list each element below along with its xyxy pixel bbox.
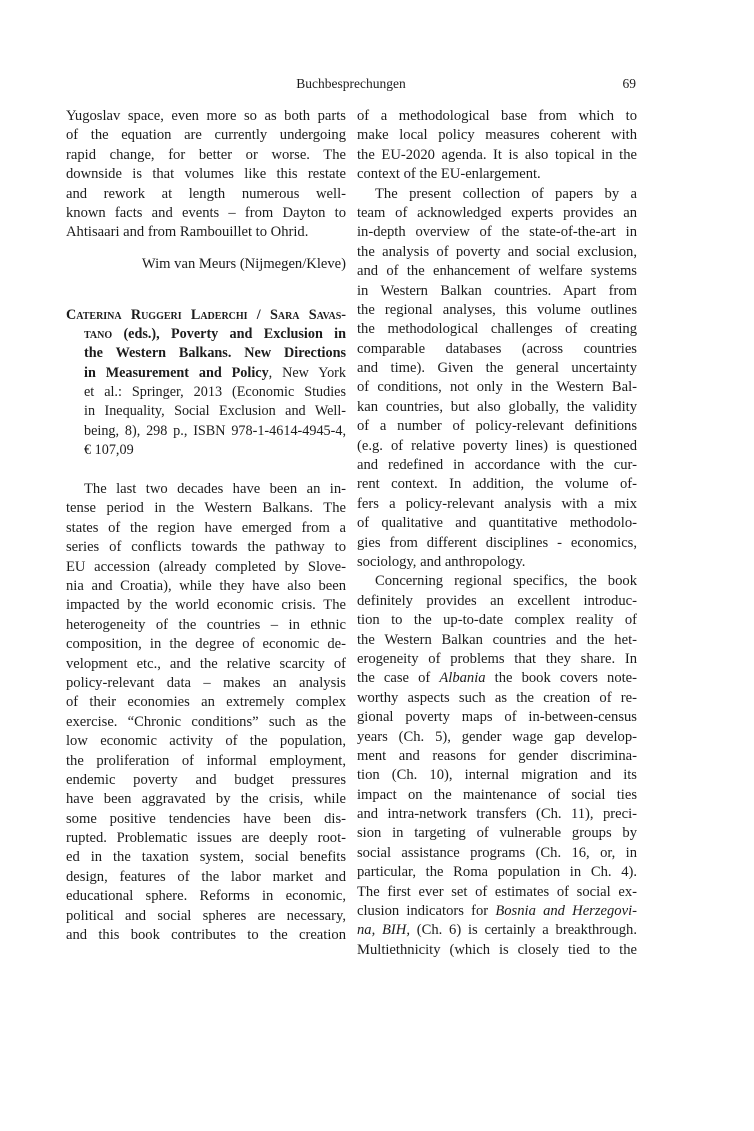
text-line: endemic poverty and budget pressures xyxy=(66,771,346,788)
text-line: rent context. In addition, the volume of- xyxy=(357,476,637,493)
text-line: of the equation are currently undergoing xyxy=(66,127,346,144)
price: € 107,09 xyxy=(84,442,134,459)
text-line: ed in the taxation system, social benefits xyxy=(66,849,346,866)
bibliographic-entry: Caterina Ruggeri Laderchi / Sara Savas- tano (eds.), Poverty and Exclusion in the Western Balkans. New Directions in Measurement and Policy, New York et al.: Springer, 2013 (Economic Studies in Inequality, Social Exclusion and Well- being, 8), 298 p., ISBN 978-1-4614-4945-4, € 107,09 xyxy=(66,306,346,461)
text-line: design, features of the labor market and xyxy=(66,868,346,885)
text-line: the methodological challenges of creating xyxy=(357,321,637,338)
editor-first-name: Caterina xyxy=(66,306,122,323)
review-paragraph xyxy=(66,480,346,945)
text-line: have been aggravated by the crisis, while xyxy=(66,791,346,808)
editor-surname: Ruggeri Laderchi xyxy=(130,306,248,323)
text-line: in Western Balkan countries. Apart from xyxy=(357,282,637,299)
country-name: Bosnia and Herzegovi- xyxy=(495,903,637,920)
text-line: political and social spheres are necessary, xyxy=(66,907,346,924)
text-line: heterogeneity of the countries – in ethnic xyxy=(66,616,346,633)
text-line: clusion indicators for Bosnia and Herzegovi- xyxy=(357,903,637,920)
text-line: velopment etc., and the relative scarcity of xyxy=(66,655,346,672)
text-line: Multiethnicity (which is closely tied to the xyxy=(357,941,637,958)
text-line: and redefined in accordance with the cur- xyxy=(357,457,637,474)
running-head xyxy=(66,76,636,96)
text-line: Yugoslav space, even more so as both parts xyxy=(66,108,346,124)
text-line: composition, in the degree of economic de- xyxy=(66,636,346,653)
publication-details: et al.: Springer, 2013 (Economic Studies xyxy=(84,384,346,401)
text-line: rapid change, for better or worse. The xyxy=(66,146,346,163)
text-line: nia and Croatia), while they have also been xyxy=(66,577,346,594)
page-number: 69 xyxy=(622,76,636,91)
text-line: and of the enhancement of welfare systems xyxy=(357,263,637,280)
text-line: and intra-network transfers (Ch. 11), preci- xyxy=(357,806,637,823)
text-line: tion to the up-to-date complex reality of xyxy=(357,612,637,629)
text-line: educational sphere. Reforms in economic, xyxy=(66,888,346,905)
text-line: (e.g. of relative poverty lines) is questioned xyxy=(357,437,637,454)
review-paragraph xyxy=(357,107,637,185)
publication-details: in Inequality, Social Exclusion and Well- xyxy=(84,403,346,420)
text-line: particular, the Roma population in Ch. 4). xyxy=(357,864,637,881)
editor-first-name: Sara xyxy=(269,306,300,323)
text-line: the analysis of poverty and social exclusion, xyxy=(357,243,637,260)
text-line: known facts and events – from Dayton to xyxy=(66,204,346,221)
left-column xyxy=(66,107,346,945)
text-line: some positive tendencies have been dis- xyxy=(66,810,346,827)
text-line: worthy aspects such as the creation of re- xyxy=(357,689,637,706)
text-line: of their economies an extremely complex xyxy=(66,694,346,711)
review-paragraph xyxy=(357,572,637,960)
publisher: , New York xyxy=(268,364,346,381)
editor-surname: Savas- xyxy=(308,306,346,323)
text-line: definitely provides an excellent introduc- xyxy=(357,592,637,609)
text-line: the regional analyses, this volume outlines xyxy=(357,301,637,318)
previous-review-ending xyxy=(66,107,346,243)
text-line: in-depth overview of the state-of-the-art in xyxy=(357,224,637,241)
text-line: kan countries, but also globally, the validity xyxy=(357,398,637,415)
text-line: policy-relevant data – makes an analysis xyxy=(66,674,346,691)
text-line: the EU-2020 agenda. It is also topical in the xyxy=(357,146,637,163)
text-line: and this book contributes to the creation xyxy=(66,927,346,944)
right-column xyxy=(357,107,637,960)
text-line: EU accession (already completed by Slove- xyxy=(66,558,346,575)
text-line: team of acknowledged experts provides an xyxy=(357,204,637,221)
text-line: and rework at length numerous well- xyxy=(66,185,346,202)
text-line: The first ever set of estimates of social ex- xyxy=(357,883,637,900)
review-paragraph xyxy=(357,185,637,573)
text-line: context of the EU-enlargement. xyxy=(357,166,541,183)
text-line: of conditions, not only in the Western Bal- xyxy=(357,379,637,396)
text-line: comparable databases (across countries xyxy=(357,340,637,357)
text-line: impact on the maintenance of social ties xyxy=(357,786,637,803)
text-line: the Western Balkan countries and the het- xyxy=(357,631,637,648)
reviewer-signature: Wim van Meurs (Nijmegen/Kleve) xyxy=(141,255,346,272)
country-name: na, BIH, xyxy=(357,922,410,939)
text-line: impacted by the world economic crisis. The xyxy=(66,597,346,614)
text-line: of qualitative and quantitative methodolo- xyxy=(357,515,637,532)
text-line: states of the region have emerged from a xyxy=(66,519,346,536)
isbn: being, 8), 298 p., ISBN 978-1-4614-4945-4, xyxy=(84,422,346,439)
book-title: the Western Balkans. New Directions xyxy=(84,345,346,362)
text-line: tion (Ch. 10), internal migration and its xyxy=(357,767,637,784)
text-line: fers a policy-relevant analysis with a mix xyxy=(357,495,637,512)
text-line: The last two decades have been an in- xyxy=(84,481,346,498)
text-line: social assistance programs (Ch. 16, or, in xyxy=(357,844,637,861)
text-line: rupted. Problematic issues are deeply root- xyxy=(66,830,346,847)
text-line: gies from different disciplines - economics, xyxy=(357,534,637,551)
text-line: ment and reasons for gender discrimina- xyxy=(357,747,637,764)
text-line: series of conflicts towards the pathway to xyxy=(66,539,346,556)
text-line: gional poverty maps of in-between-census xyxy=(357,709,637,726)
text-line: Concerning regional specifics, the book xyxy=(375,573,637,590)
text-line: and time). Given the general uncertainty xyxy=(357,360,637,377)
book-title: in Measurement and Policy xyxy=(84,364,269,381)
text-line: of a number of policy-relevant definitions xyxy=(357,418,637,435)
text-line: sociology, and anthropology. xyxy=(357,553,526,570)
text-line: Ahtisaari and from Rambouillet to Ohrid. xyxy=(66,224,309,241)
text-line: sion in targeting of vulnerable groups by xyxy=(357,825,637,842)
text-line: tense period in the Western Balkans. The xyxy=(66,500,346,517)
text-line: downside is that volumes like this restate xyxy=(66,166,346,183)
country-name: Albania xyxy=(439,670,486,687)
text-line: low economic activity of the population, xyxy=(66,733,346,750)
text-line: make local policy measures coherent with xyxy=(357,127,637,144)
text-line: years (Ch. 5), gender wage gap develop- xyxy=(357,728,637,745)
text-line: The present collection of papers by a xyxy=(375,185,637,202)
text-line: of a methodological base from which to xyxy=(357,108,637,124)
running-head-title: Buchbesprechungen xyxy=(296,76,406,91)
text-line: the case of Albania the book covers note- xyxy=(357,670,638,687)
text-line: erogeneity of problems that they share. In xyxy=(357,650,637,667)
text-line: na, BIH, (Ch. 6) is certainly a breakthrough. xyxy=(357,922,637,939)
text-line: exercise. “Chronic conditions” such as the xyxy=(66,713,346,730)
book-title: Poverty and Exclusion in xyxy=(171,325,346,342)
text-line: the proliferation of informal employment, xyxy=(66,752,346,769)
